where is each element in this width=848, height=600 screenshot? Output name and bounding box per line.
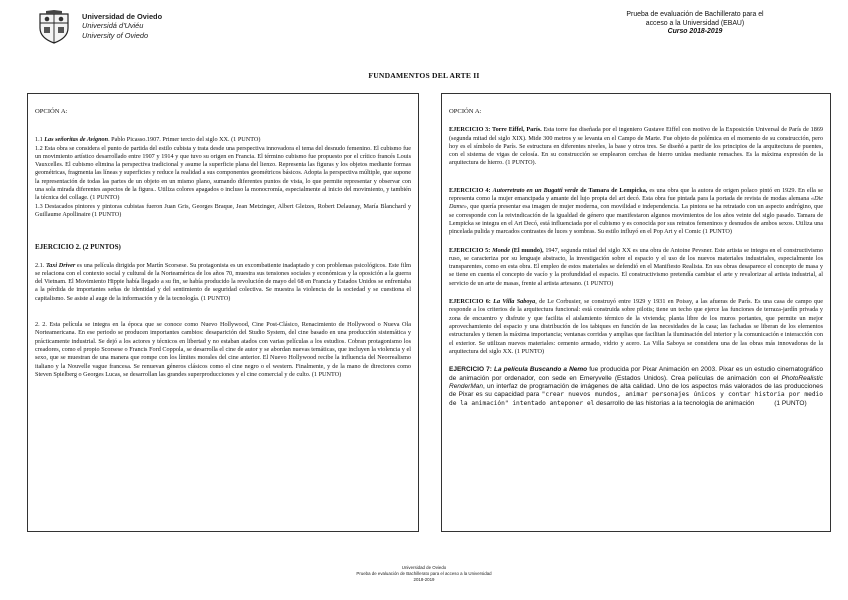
course-year: Curso 2018-2019 [667,28,723,36]
exercise-6: EJERCICIO 6: La Villa Saboya, de Le Corbusier, se construyó entre 1929 y 1931 en Poissy, a las afueras de París. Es una casa de campo que responde a los criterios de la arquitectura funcional: está construida sobre pilotis; tiene un techo que ejerce las funciones de terraza-jardín privada y zona de encuentro y disfrute y que facilita el aislamiento térmico de la vivienda; planta libre de los muros portantes, que permite un mejor aprovechamiento del espacio y una distribución de los tabiques en función de las necesidades de la casa; las fachadas se liberan de los elementos estructurales y tienen la máxima importancia; ventanas corridas y amplias que facilitan la iluminación del interior y la comunicación e interacción con el exterior. Se utilizan nuevos materiales: cemento armado, vidrio y acero. La Villa Saboya se considera una de las obras más innovadoras de la arquitectura del siglo XX. (1 PUNTO) [449,298,823,355]
exercise-3-label: EJERCICIO 3 [449,126,489,134]
subject-title: FUNDAMENTOS DEL ARTE II [368,71,480,80]
exercise-7: EJERCICIO 7: La película Buscando a Nemo fue producida por Pixar Animación en 2003. Pixar es un estudio cinematográfico de animación por ordenador, con sede en Emeryvelle (Estados Unidos). Crea películas de animación con el PhotoRealistic RenderMan, un interfaz de programación de imágenes de alta calidad. Uno de los aspectos más valorados de las producciones de Pixar es su capacidad para "crear nuevos mundos, animar personajes únicos y contar historia por medio de la animación" intentado anteponer el desarrollo de las historias a la tecnología de animación (1 PUNTO) [449,366,823,407]
university-name-line: Universidad de Oviedo [82,12,163,21]
answer-2-2: 2. 2. Esta película se integra en la época que se conoce como Nuevo Hollywood, Cine Post-Clásico, Renacimiento de Hollywood o Nueva Ola Norteamericana. En ese periodo se producen importantes cambios: desaparición del Studio System, del cine basado en una producción sistemática y prácticamente industrial. Se dejó a los actores y técnicos en libertad y no estaban atados con varias películas a los estudios. Cobran protagonismo los creadores, como el propio Scorsese o Francis Ford Coppola, se desarrolla el cine de autor y se abordan nuevas temáticas, que incluyen la violencia y el sexo, que se muestran de una manera que rompe con los límites morales del cine anterior. El Nuevo Hollywood recibe la influencia del Neorrealismo italiano y la Nouvelle vague francesa. Se renuevan géneros clásicos como el cine negro o el western. Finalmente, y de la mano de directores como Steven Spielberg o Georges Lucas, se desarrollan las grandes superproducciones y el cine comercial y de culto. (1 PUNTO) [35,321,411,378]
exercise-3-text: Esta torre fue diseñada por el ingeniero Gustave Eiffel con motivo de la Exposición Universal de París de 1869 (segunda mitad del siglo XIX). Mide 300 metros y se levanta en el Campo de Marte. Fue objeto de polémica en el momento de su construcción, pero hoy es el símbolo de París. Se estructura en diferentes niveles, la base y otros tres. Se diseñó a partir de los principios de la arquitectura de puentes, con el sistema de vigas de celosía. En su construcción se emplearon cerchas de hierro unidas mediante remaches. Es la máxima expresión de la arquitectura de hierro. (1 PUNTO). [449,126,824,167]
exercise-5-subtitle: (El mundo), [509,246,544,254]
page-header [30,8,818,54]
artwork-title: Las señoritas de Avignon [44,136,109,144]
exercise-5-label: EJERCICIO 5 [449,246,489,254]
exercise-7-label: EJERCICIO 7 [449,366,490,374]
software-name: PhotoRealistic RenderMan [449,374,823,390]
exercise-2-heading: EJERCICIO 2. (2 PUNTOS) [35,243,121,252]
footer-line: Universidad de Oviedo [401,565,447,570]
option-label: OPCIÓN A: [449,108,482,115]
exercise-5-title: Monde [492,246,510,254]
university-crest-icon [36,10,72,44]
footer-line: 2018-2019 [413,576,435,582]
exercise-7-points: (1 PUNTO) [774,399,807,407]
exercise-4-artist: de Tamara de Lempicka, [578,186,648,194]
university-name-line: Universidá d'Uviéu [82,21,144,31]
answer-1-3: 1.3 Destacados pintores y pintoras cubistas fueron Juan Gris, Georges Braque, Jean Metzinger, Albert Gleizes, Robert Delaunay, María Blanchard y Guillaume Apollinaire (1 PUNTO) [35,202,411,218]
exercise-4: EJERCICIO 4: Autorretrato en un Bugatti verde de Tamara de Lempicka, es una obra que la autora de origen polaco pintó en 1929. En ella se representa como la mujer emancipada y amante del lujo propia del art decó. Esta obra fue pintada para la portada de revista de modas alemana «Die Dame», que quería presentar esa imagen de mujer moderna, con movilidad e independencia. La pintora se ha retratado con un aspecto andrógino, que se corresponde con la reivindicación de la igualdad de género que manifestaron algunos movimientos de los años veinte del siglo pasado. Tamara de Lempicka se integra en el Art Decó, está influenciada por el cubismo y es conocida por sus retratos femeninos y desnudos de ambos sexos. Utiliza una pincelada pulida y marcados contrastes de luces y sombras. Su estilo influyó en el Pop Art y el Comic (1 PUNTO) [449,186,823,236]
answer-1-1-text: . Pablo Picasso.1907. Primer tercio del siglo XX. (1 PUNTO) [108,136,261,144]
exercise-7-text-3: desarrollo de las historias a la tecnología de animación [594,399,755,407]
answer-2-1-text: es una película dirigida por Martín Scorsese. Su protagonista es un excombatiente inadaptado y con problemas psicológicos. Este film se relaciona con el contexto social y cultural de la Norteamérica de los años 70, muestra sus tensiones sociales y económicas y la oposición a la guerra del Vietnam. El Movimiento Hippie había llegado a su fin, se había producido la revolución de mayo del 68 en Francia y Estados Unidos se enfrentaba a la pérdida de importantes señas de identidad y del sentimiento de seguridad colectiva. Se muestra la violencia de la sociedad y se cuestiona el capitalismo. Se asiste al auge de la información y de la tecnología. (1 PUNTO) [35,261,411,302]
exercise-6-text: , de Le Corbusier, se construyó entre 1929 y 1931 en Poissy, a las afueras de París. Es una casa de campo que responde a los criterios de la arquitectura funcional: está construida sobre pilotis; tiene un techo que ejerce las funciones de terraza-jardín privada y zona de encuentro y disfrute y que facilita el aislamiento térmico de la vivienda; planta libre de los muros portantes, que permite un mejor aprovechamiento del espacio y una distribución de los tabiques en función de las necesidades de la casa; las fachadas se liberan de los elementos estructurales y tienen la máxima importancia; ventanas corridas y amplias que facilitan la iluminación del interior y la comunicación e interacción con el exterior. Se utilizan nuevos materiales: cemento armado, vidrio y acero. La Villa Saboya se considera una de las obras más innovadoras de la arquitectura del siglo XX. (1 PUNTO) [449,298,823,355]
answer-2-1: 2.1. Taxi Driver es una película dirigida por Martín Scorsese. Su protagonista es un excombatiente inadaptado y con problemas psicológicos. Este film se relaciona con el contexto social y cultural de la Norteamérica de los años 70, muestra sus tensiones sociales y económicas y la oposición a la guerra del Vietnam. El Movimiento Hippie había llegado a su fin, se había producido la revolución de mayo del 68 en Francia y Estados Unidos se enfrentaba a la pérdida de importantes señas de identidad y del sentimiento de seguridad colectiva. Se muestra la violencia de la sociedad y se cuestiona el capitalismo. Se asiste al auge de la información y de la tecnología. (1 PUNTO) [35,261,411,302]
exercise-6-title: La Villa Saboya [493,298,536,306]
answer-1-1: 1.1 Las señoritas de Avignon. Pablo Picasso.1907. Primer tercio del siglo XX. (1 PUNTO) [35,136,261,144]
exam-title-line: acceso a la Universidad (EBAU) [645,19,745,27]
footer-line: Prueba de evaluación de Bachillerato para el acceso a la Universidad [356,570,492,576]
exercise-5-text: 1947, segunda mitad del siglo XX es una obra de Antoine Pevsner. Este artista se integra en el constructivismo ruso, se caracteriza por su lenguaje abstracto, la investigación sobre el espacio y el uso de los nuevos materiales industriales, especialmente los transparentes, como en esta obra. El empleo de estos materiales se defendió en el Manifiesto Realista. En sus obras desaparece el concepto de masa y se tiene en cuenta el concepto de vacío y la profundidad el espacio. El constructivismo pretendía cambiar el arte y revalorizar al artista industrial, al servicio de un arte de masas, frente al artista artesano. (1 PUNTO) [449,246,823,287]
university-name-line: University of Oviedo [82,30,149,40]
answer-1-2: 1.2 Esta obra se considera el punto de partida del estilo cubista y trata desde una perspectiva innovadora el tema del desnudo femenino. El cubismo fue un movimiento artístico desarrollado entre 1907 y 1914 y que tuvo su origen en Francia. El término cubismo fue propuesto por el crítico francés Louis Vauxcelles. El cubismo elimina la perspectiva tradicional y asume la superficie plana del lienzo. Representa las figuras y los objetos mediante formas geométricas, fragmenta las líneas y superficies y reduce la realidad a sus componentes geométricos básicos. Adopta la perspectiva múltiple, que supone la representación de todas las partes de un objeto en un mismo plano, sumando diferentes puntos de vista, lo que permite representar y observar con una sola mirada diferentes aspectos de la figura.. Utiliza colores apagados o incluso la monocromía, especialmente al inicio del movimiento, y también la técnica del collage. (1 PUNTO) [35,144,411,202]
exercise-4-title: Autorretrato en un Bugatti verde [492,186,579,194]
exercise-4-text-2: , que quería presentar esa imagen de mujer moderna, con movilidad e independencia. La pintora se ha retratado con un aspecto andrógino, que se corresponde con la reivindicación de la igualdad de género que manifestaron algunos movimientos de los años veinte del siglo pasado. Tamara de Lempicka se integra en el Art Decó, está influenciada por el cubismo y es conocida por sus retratos femeninos y desnudos de ambos sexos. Utiliza una pincelada pulida y marcados contrastes de luces y sombras. Su estilo influyó en el Pop Art y el Comic (1 PUNTO) [449,203,823,236]
exercise-4-label: EJERCICIO 4 [449,186,489,194]
exam-title [610,11,780,37]
exercise-3 [449,126,823,167]
answer-column-right [441,93,831,532]
exercise-7-text: fue producida por Pixar Animación en 2003. Pixar es un estudio cinematográfico de animación por ordenador, con sede en Emeryvelle (Estados Unidos). Crea películas de animación con el [449,366,823,382]
exam-title-line: Prueba de evaluación de Bachillerato para el [626,11,764,18]
exercise-6-label: EJERCICIO 6 [449,298,489,306]
pixar-quote: "crear nuevos mundos, animar personajes únicos y contar historia por medio de la animación" intentado anteponer el [449,391,823,407]
exercise-7-text-2: , un interfaz de programación de imágenes de alta calidad. Uno de los aspectos más valorados de las producciones de Pixar es su capacidad para [449,382,823,399]
answer-column-left [27,93,419,532]
exercise-4-text: es una obra que la autora de origen polaco pintó en 1929. En ella se representa como la mujer emancipada y amante del lujo propia del art decó. Esta obra fue pintada para la portada de revista de modas alemana [449,186,823,203]
page-footer [0,565,848,582]
magazine-title: «Die Dame» [449,195,823,211]
film-title: Taxi Driver [45,261,76,269]
university-name [82,12,162,40]
exercise-3-title: : Torre Eiffel, París. [488,126,542,134]
exercise-5: EJERCICIO 5: Monde (El mundo), 1947, segunda mitad del siglo XX es una obra de Antoine Pevsner. Este artista se integra en el constructivismo ruso, se caracteriza por su lenguaje abstracto, la investigación sobre el espacio y el uso de los nuevos materiales industriales, especialmente los transparentes, como en esta obra. El empleo de estos materiales se defendió en el Manifiesto Realista. En sus obras desaparece el concepto de masa y se tiene en cuenta el concepto de vacío y la profundidad el espacio. El constructivismo pretendía cambiar el arte y revalorizar al artista industrial, al servicio de un arte de masas, frente al artista artesano. (1 PUNTO) [449,246,823,287]
option-label: OPCIÓN A: [35,108,68,115]
exercise-7-title: La película Buscando a Nemo [493,366,588,374]
